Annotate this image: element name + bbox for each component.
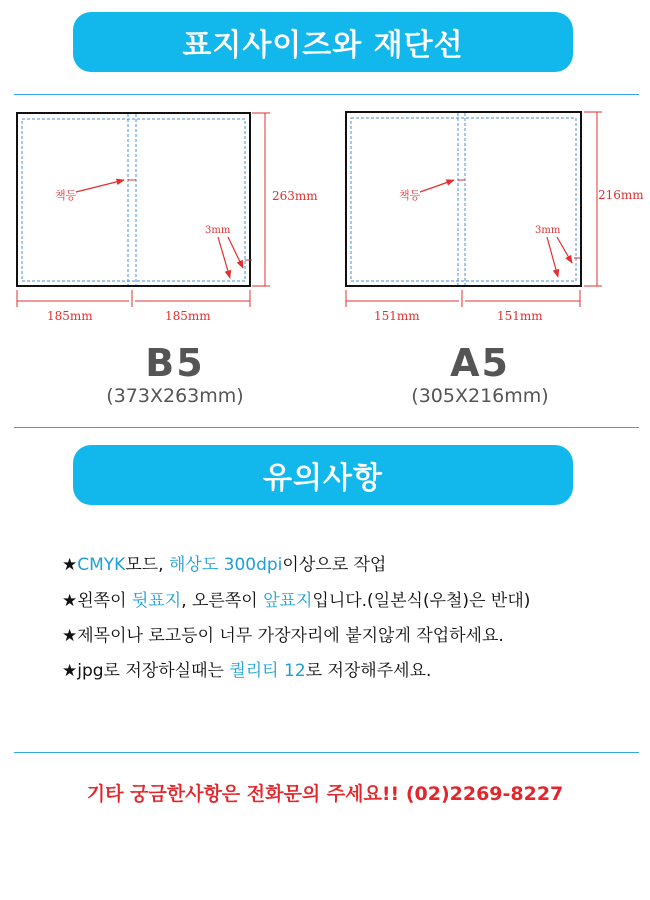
notice-text: 왼쪽이 [77, 591, 132, 611]
b5-dims: (373X263mm) [106, 385, 244, 407]
a5-spine-label: 책등 [399, 189, 421, 202]
b5-right-width-label: 185mm [165, 309, 211, 323]
section-title-text: 표지사이즈와 재단선 [182, 28, 464, 63]
b5-cover-outline [17, 113, 250, 286]
star-icon: ★ [62, 661, 78, 681]
notice-highlight: 퀄리티 12 [229, 661, 306, 681]
divider-bottom [14, 752, 639, 753]
notice-item [62, 586, 530, 611]
cover-size-diagrams [0, 100, 650, 330]
notice-item [62, 621, 504, 646]
a5-diagram [346, 112, 644, 323]
notice-text: 제목이나 로고등이 너무 가장자리에 붙지않게 작업하세요. [77, 626, 504, 646]
notice-highlight: 앞표지 [263, 591, 313, 611]
b5-name: B5 [145, 341, 205, 385]
notice-highlight: CMYK [77, 555, 126, 575]
b5-spine-label: 책등 [55, 189, 77, 202]
notice-text: 로 저장해주세요. [305, 661, 432, 681]
section-title-cover-size [73, 12, 573, 72]
a5-name: A5 [450, 341, 510, 385]
notice-text: 입니다.(일본식(우철)은 반대) [312, 591, 531, 611]
section-title-text: 유의사항 [263, 461, 383, 496]
notice-text: 모드, [125, 555, 169, 575]
divider-top [14, 94, 639, 95]
section-title-notice [73, 445, 573, 505]
star-icon: ★ [62, 626, 78, 646]
notice-item [62, 550, 386, 575]
a5-cover-outline [346, 112, 581, 286]
a5-right-width-label: 151mm [497, 309, 543, 323]
divider-middle [14, 427, 639, 428]
notice-highlight: 뒷표지 [131, 591, 182, 611]
contact-info: 기타 궁금한사항은 전화문의 주세요!! (02)2269-8227 [86, 783, 564, 805]
notice-text: 이상으로 작업 [282, 555, 387, 575]
b5-left-width-label: 185mm [47, 309, 93, 323]
b5-diagram [17, 113, 318, 323]
star-icon: ★ [62, 555, 78, 575]
notice-highlight: 해상도 300dpi [168, 555, 283, 575]
a5-height-label: 216mm [598, 188, 644, 202]
a5-dims: (305X216mm) [411, 385, 549, 407]
notice-item [62, 656, 431, 681]
b5-height-label: 263mm [272, 189, 318, 203]
a5-left-width-label: 151mm [374, 309, 420, 323]
b5-bleed-label: 3mm [205, 225, 231, 236]
a5-bleed-label: 3mm [535, 225, 561, 236]
notice-text: jpg로 저장하실때는 [77, 661, 230, 681]
notice-text: , 오른쪽이 [181, 591, 264, 611]
star-icon: ★ [62, 591, 78, 611]
